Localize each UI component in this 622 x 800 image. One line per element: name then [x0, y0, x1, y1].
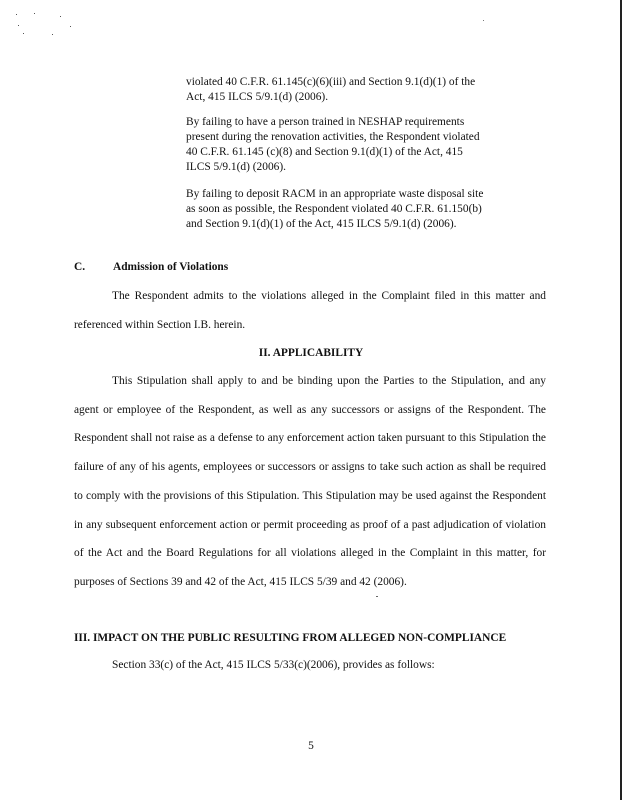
section-ii-body: [74, 367, 546, 597]
violation-paragraph-1: [186, 75, 486, 105]
section-c-text: The Respondent admits to the violations alleged in the Complaint filed in this matter and referenced within Section I.B. herein.: [74, 290, 546, 331]
scan-speck: [483, 20, 484, 21]
scan-specks: [14, 12, 84, 42]
section-iii-heading: III. IMPACT ON THE PUBLIC RESULTING FROM ALLEGED NON-COMPLIANCE: [74, 632, 507, 644]
section-c-heading: Admission of Violations: [113, 261, 229, 273]
section-c-letter: C.: [74, 261, 86, 273]
section-ii-heading: II. APPLICABILITY: [258, 347, 364, 359]
section-c-body: [74, 282, 546, 339]
violation-text: By failing to have a person trained in NESHAP requirements present during the renovation activities, the Respondent violated 40 C.F.R. 61.145 (c)(8) and Section 9.1(d)(1) of the Act, 415 ILCS 5/9.1(d) (2006).: [186, 116, 480, 173]
violation-text: By failing to deposit RACM in an appropriate waste disposal site as soon as possible, the Respondent violated 40 C.F.R. 61.150(b) and Section 9.1(d)(1) of the Act, 415 ILCS 5/9.1(d) (2006).: [186, 188, 484, 230]
violation-paragraph-2: [186, 115, 486, 175]
violation-text: violated 40 C.F.R. 61.145(c)(6)(iii) and Section 9.1(d)(1) of the Act, 415 ILCS 5/9.1(d) (2006).: [186, 76, 476, 103]
page-number: 5: [308, 740, 314, 752]
violation-paragraph-3: [186, 187, 486, 232]
section-iii-text: Section 33(c) of the Act, 415 ILCS 5/33(c)(2006), provides as follows:: [112, 659, 435, 671]
section-ii-text: This Stipulation shall apply to and be binding upon the Parties to the Stipulation, and any agent or employee of the Respondent, as well as any successors or assigns of the Respondent. The Respondent shall not raise as a defense to any enforcement action taken pursuant to this Stipulation the failure of any of his agents, employees or successors or assigns to take such action as shall be required to comply with the provisions of this Stipulation. This Stipulation may be used against the Respondent in any subsequent enforcement action or permit proceeding as proof of a past adjudication of violation of the Act and the Board Regulations for all violations alleged in the Complaint in this matter, for purposes of Sections 39 and 42 of the Act, 415 ILCS 5/39 and 42 (2006).: [74, 375, 546, 588]
